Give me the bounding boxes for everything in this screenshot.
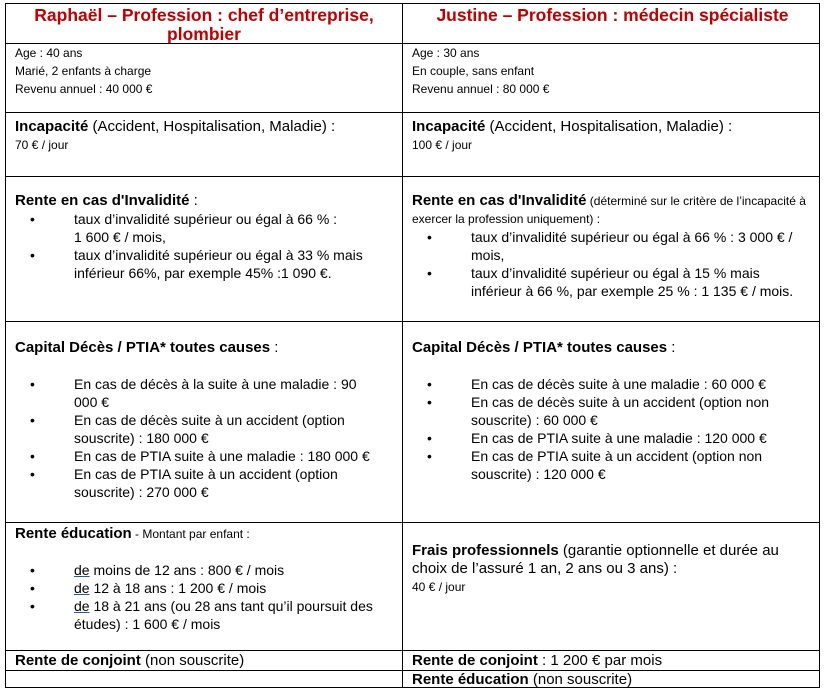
invalidite-suffix: : <box>593 212 601 226</box>
education-label: Rente éducation <box>412 671 529 688</box>
list-item: • En cas de décès suite à un accident (option souscrite) : 180 000 € <box>74 411 396 447</box>
deces-list <box>15 375 396 501</box>
justine-deces <box>403 322 819 522</box>
incapacite-label: Incapacité <box>412 118 486 135</box>
justine-frais <box>403 523 819 650</box>
conjoint-label: Rente de conjoint <box>412 652 538 669</box>
deces-label: Capital Décès / PTIA* toutes causes <box>412 339 668 356</box>
justine-conjoint <box>403 651 819 670</box>
incapacite-detail: (Accident, Hospitalisation, Maladie) : <box>485 118 733 135</box>
education-list <box>15 561 396 633</box>
list-item: • En cas de PTIA suite à une maladie : 120 000 € <box>471 429 813 447</box>
conjoint-label: Rente de conjoint <box>15 652 141 669</box>
conjoint-detail: : 1 200 € par mois <box>537 652 663 669</box>
incapacite-value: 100 € / jour <box>412 138 473 152</box>
profile-age: Age : 40 ans <box>15 46 83 60</box>
list-item: • taux d’invalidité supérieur ou égal à 66 % : 1 600 € / mois, <box>74 210 396 246</box>
education-detail: (non souscrite) <box>528 671 633 688</box>
list-item: • En cas de décès suite à une maladie : 60 000 € <box>471 375 813 393</box>
invalidite-label: Rente en cas d'Invalidité <box>412 192 587 209</box>
list-item: • taux d’invalidité supérieur ou égal à 15 % mais inférieur à 66 %, par exemple 25 % : 1 135 € / mois. <box>471 264 813 300</box>
invalidite-note: (déterminé sur le critère de l’incapacité à exercer la profession uniquement) <box>412 194 806 226</box>
education-text: 18 à 21 ans (ou 28 ans tant qu’il poursuit des études) : 1 600 € / mois <box>74 598 373 632</box>
invalidite-list <box>412 228 813 300</box>
justine-incapacite <box>403 113 819 176</box>
raphael-education <box>6 523 402 650</box>
education-text: 12 à 18 ans : 1 200 € / mois <box>89 580 267 596</box>
education-prefix: de <box>74 562 90 578</box>
profile-family: Marié, 2 enfants à charge <box>15 64 152 78</box>
invalidite-label: Rente en cas d'Invalidité <box>15 192 190 209</box>
education-label: Rente éducation <box>15 525 132 542</box>
raphael-deces <box>6 322 402 522</box>
education-text: moins de 12 ans : 800 € / mois <box>89 562 285 578</box>
education-prefix: de <box>74 598 90 614</box>
raphael-incapacite <box>6 113 402 176</box>
invalidite-list <box>15 210 396 282</box>
list-item <box>74 597 396 633</box>
deces-suffix: : <box>667 339 676 356</box>
invalidite-suffix: : <box>189 192 198 209</box>
profile-income: Revenu annuel : 80 000 € <box>412 82 550 96</box>
profile-income: Revenu annuel : 40 000 € <box>15 82 153 96</box>
list-item: • En cas de PTIA suite à un accident (option souscrite) : 270 000 € <box>74 465 396 501</box>
justine-invalidite <box>403 177 819 321</box>
frais-label: Frais professionnels <box>412 542 559 559</box>
conjoint-detail: (non souscrite) <box>140 652 245 669</box>
deces-list <box>412 375 813 483</box>
raphael-title: Raphaël – Profession : chef d’entreprise, plombier <box>34 5 374 43</box>
justine-education <box>403 671 819 688</box>
raphael-profile <box>6 44 402 112</box>
incapacite-detail: (Accident, Hospitalisation, Maladie) : <box>88 118 336 135</box>
deces-label: Capital Décès / PTIA* toutes causes <box>15 339 271 356</box>
frais-detail: (garantie optionnelle et durée au choix de l’assuré 1 an, 2 ans ou 3 ans) : <box>412 542 779 577</box>
deces-suffix: : <box>270 339 279 356</box>
list-item: • En cas de PTIA suite à une maladie : 180 000 € <box>74 447 396 465</box>
list-item: • En cas de décès à la suite à une maladie : 90 000 € <box>74 375 396 411</box>
incapacite-label: Incapacité <box>15 118 89 135</box>
justine-title: Justine – Profession : médecin spécialiste <box>436 5 789 25</box>
list-item: • taux d’invalidité supérieur ou égal à 33 % mais inférieur 66%, par exemple 45% :1 090 €. <box>74 246 396 282</box>
education-prefix: de <box>74 580 90 596</box>
justine-profile <box>403 44 819 112</box>
list-item <box>74 561 396 579</box>
list-item <box>74 579 396 597</box>
profile-age: Age : 30 ans <box>412 46 480 60</box>
incapacite-value: 70 € / jour <box>15 138 69 152</box>
comparison-table <box>5 3 820 688</box>
list-item: • taux d’invalidité supérieur ou égal à 66 % : 3 000 € / mois, <box>471 228 813 264</box>
profile-family: En couple, sans enfant <box>412 64 535 78</box>
raphael-conjoint <box>6 651 402 670</box>
education-detail: - Montant par enfant : <box>131 527 250 541</box>
list-item: • En cas de décès suite à un accident (option non souscrite) : 60 000 € <box>471 393 813 429</box>
raphael-invalidite <box>6 177 402 321</box>
raphael-empty-cell <box>6 671 402 688</box>
list-item: • En cas de PTIA suite à un accident (option non souscrite) : 120 000 € <box>471 447 813 483</box>
frais-value: 40 € / jour <box>412 580 466 594</box>
